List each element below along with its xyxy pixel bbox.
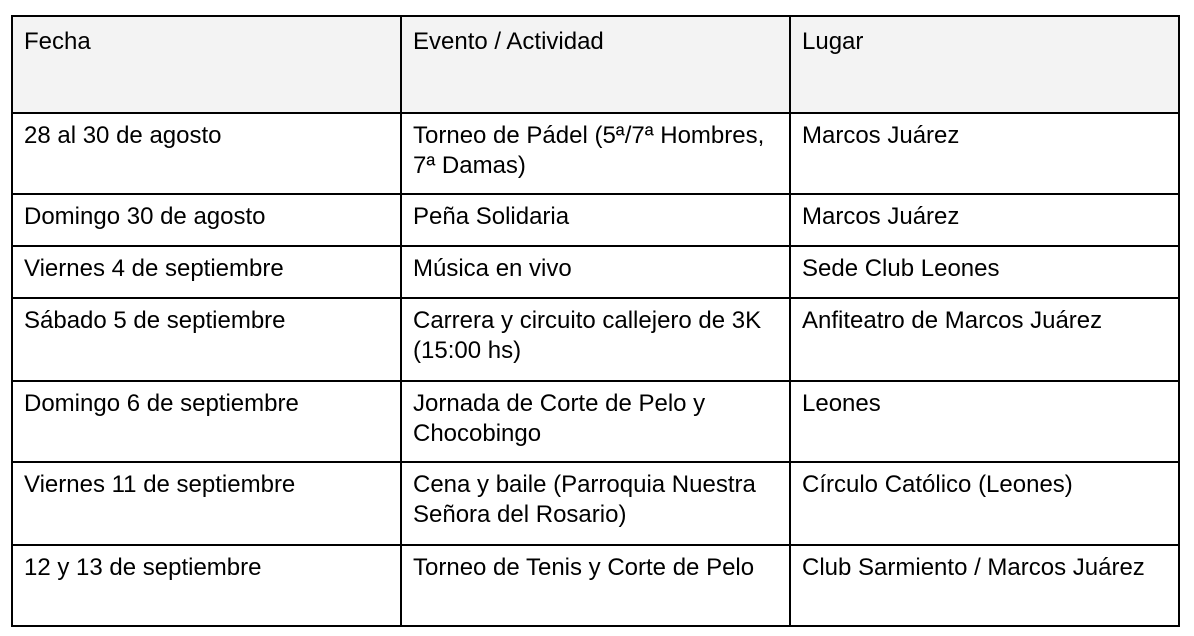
cell-evento: Música en vivo xyxy=(401,246,790,298)
table-row xyxy=(12,113,1179,194)
cell-lugar: Marcos Juárez xyxy=(790,113,1179,194)
table-row xyxy=(12,194,1179,246)
cell-fecha: 28 al 30 de agosto xyxy=(12,113,401,194)
cell-lugar: Leones xyxy=(790,381,1179,462)
cell-lugar: Anfiteatro de Marcos Juárez xyxy=(790,298,1179,381)
cell-lugar: Círculo Católico (Leones) xyxy=(790,462,1179,545)
cell-fecha: Domingo 30 de agosto xyxy=(12,194,401,246)
table-row xyxy=(12,381,1179,462)
cell-evento: Peña Solidaria xyxy=(401,194,790,246)
cell-fecha: Sábado 5 de septiembre xyxy=(12,298,401,381)
cell-lugar: Club Sarmiento / Marcos Juárez xyxy=(790,545,1179,626)
events-table xyxy=(11,15,1180,627)
cell-lugar: Sede Club Leones xyxy=(790,246,1179,298)
cell-fecha: Domingo 6 de septiembre xyxy=(12,381,401,462)
cell-fecha: Viernes 4 de septiembre xyxy=(12,246,401,298)
header-lugar: Lugar xyxy=(790,16,1179,113)
table-row xyxy=(12,462,1179,545)
cell-evento: Carrera y circuito callejero de 3K (15:00 hs) xyxy=(401,298,790,381)
table-row xyxy=(12,298,1179,381)
cell-evento: Jornada de Corte de Pelo y Chocobingo xyxy=(401,381,790,462)
cell-fecha: Viernes 11 de septiembre xyxy=(12,462,401,545)
table-row xyxy=(12,545,1179,626)
table-row xyxy=(12,246,1179,298)
header-fecha: Fecha xyxy=(12,16,401,113)
cell-evento: Cena y baile (Parroquia Nuestra Señora del Rosario) xyxy=(401,462,790,545)
table-header-row xyxy=(12,16,1179,113)
cell-evento: Torneo de Tenis y Corte de Pelo xyxy=(401,545,790,626)
cell-fecha: 12 y 13 de septiembre xyxy=(12,545,401,626)
cell-lugar: Marcos Juárez xyxy=(790,194,1179,246)
header-evento-actividad: Evento / Actividad xyxy=(401,16,790,113)
cell-evento: Torneo de Pádel (5ª/7ª Hombres, 7ª Damas) xyxy=(401,113,790,194)
